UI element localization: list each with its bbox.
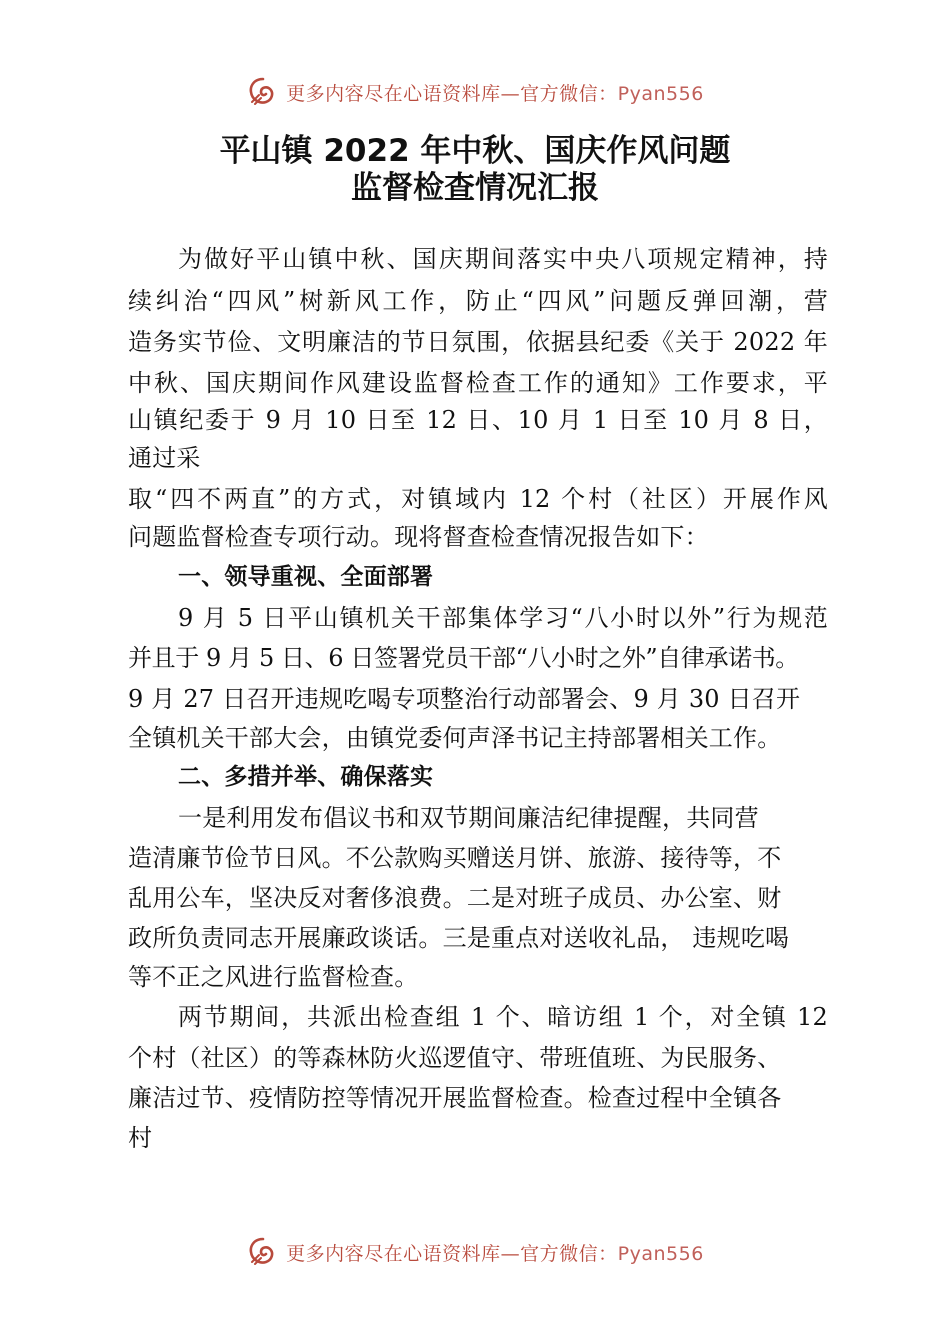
paragraph-line: 等不正之风进行监督检查。	[128, 963, 419, 991]
watermark-text	[286, 79, 704, 106]
paragraph-line: 续纠治“四风”树新风工作，防止“四风”问题反弹回潮，营	[128, 287, 828, 315]
paragraph-line: 问题监督检查专项行动。现将督查检查情况报告如下：	[128, 523, 709, 551]
paragraph-line: 9 月 5 日平山镇机关干部集体学习“八小时以外”行为规范	[178, 604, 828, 632]
paragraph-line: 两节期间，共派出检查组 1 个、暗访组 1 个，对全镇 12	[178, 1003, 828, 1031]
paragraph-line: 全镇机关干部大会，由镇党委何声泽书记主持部署相关工作。	[128, 724, 782, 752]
paragraph-line: 乱用公车，坚决反对奢侈浪费。二是对班子成员、办公室、财	[128, 884, 782, 912]
watermark-text	[286, 1239, 704, 1266]
swirl-logo-icon	[246, 1235, 280, 1269]
section-heading-1: 一、领导重视、全面部署	[178, 564, 434, 590]
paragraph-line: 政所负责同志开展廉政谈话。三是重点对送收礼品， 违规吃喝	[128, 924, 790, 952]
paragraph-line: 中秋、国庆期间作风建设监督检查工作的通知》工作要求，平	[128, 369, 828, 397]
swirl-logo-icon	[246, 75, 280, 109]
paragraph-line: 造务实节俭、文明廉洁的节日氛围，依据县纪委《关于 2022 年	[128, 328, 828, 356]
watermark-id: Pyan556	[617, 82, 704, 105]
watermark-label: 更多内容尽在心语资料库—官方微信：	[286, 82, 618, 105]
paragraph-line: 通过采	[128, 444, 201, 472]
paragraph-line: 取“四不两直”的方式，对镇域内 12 个村（社区）开展作风	[128, 485, 828, 513]
section-heading-2: 二、多措并举、确保落实	[178, 764, 434, 790]
paragraph-line: 个村（社区）的等森林防火巡逻值守、带班值班、为民服务、	[128, 1044, 782, 1072]
paragraph-line: 廉洁过节、疫情防控等情况开展监督检查。检查过程中全镇各	[128, 1084, 782, 1112]
paragraph-line: 造清廉节俭节日风。不公款购买赠送月饼、旅游、接待等，不	[128, 844, 782, 872]
paragraph-line: 村	[128, 1124, 153, 1152]
document-title-line1: 平山镇 2022 年中秋、国庆作风问题	[219, 133, 731, 169]
paragraph-line: 为做好平山镇中秋、国庆期间落实中央八项规定精神，持	[178, 245, 828, 273]
watermark-header	[0, 72, 950, 112]
watermark-id: Pyan556	[617, 1242, 704, 1265]
paragraph-line: 山镇纪委于 9 月 10 日至 12 日、10 月 1 日至 10 月 8 日，	[128, 406, 828, 434]
paragraph-line: 一是利用发布倡议书和双节期间廉洁纪律提醒，共同营	[178, 804, 759, 832]
watermark-label: 更多内容尽在心语资料库—官方微信：	[286, 1242, 618, 1265]
paragraph-line: 9 月 27 日召开违规吃喝专项整治行动部署会、9 月 30 日召开	[128, 685, 801, 713]
document-title-line2: 监督检查情况汇报	[351, 170, 599, 206]
watermark-footer	[0, 1232, 950, 1272]
paragraph-line: 并且于 9 月 5 日、6 日签署党员干部“八小时之外”自律承诺书。	[128, 644, 799, 672]
